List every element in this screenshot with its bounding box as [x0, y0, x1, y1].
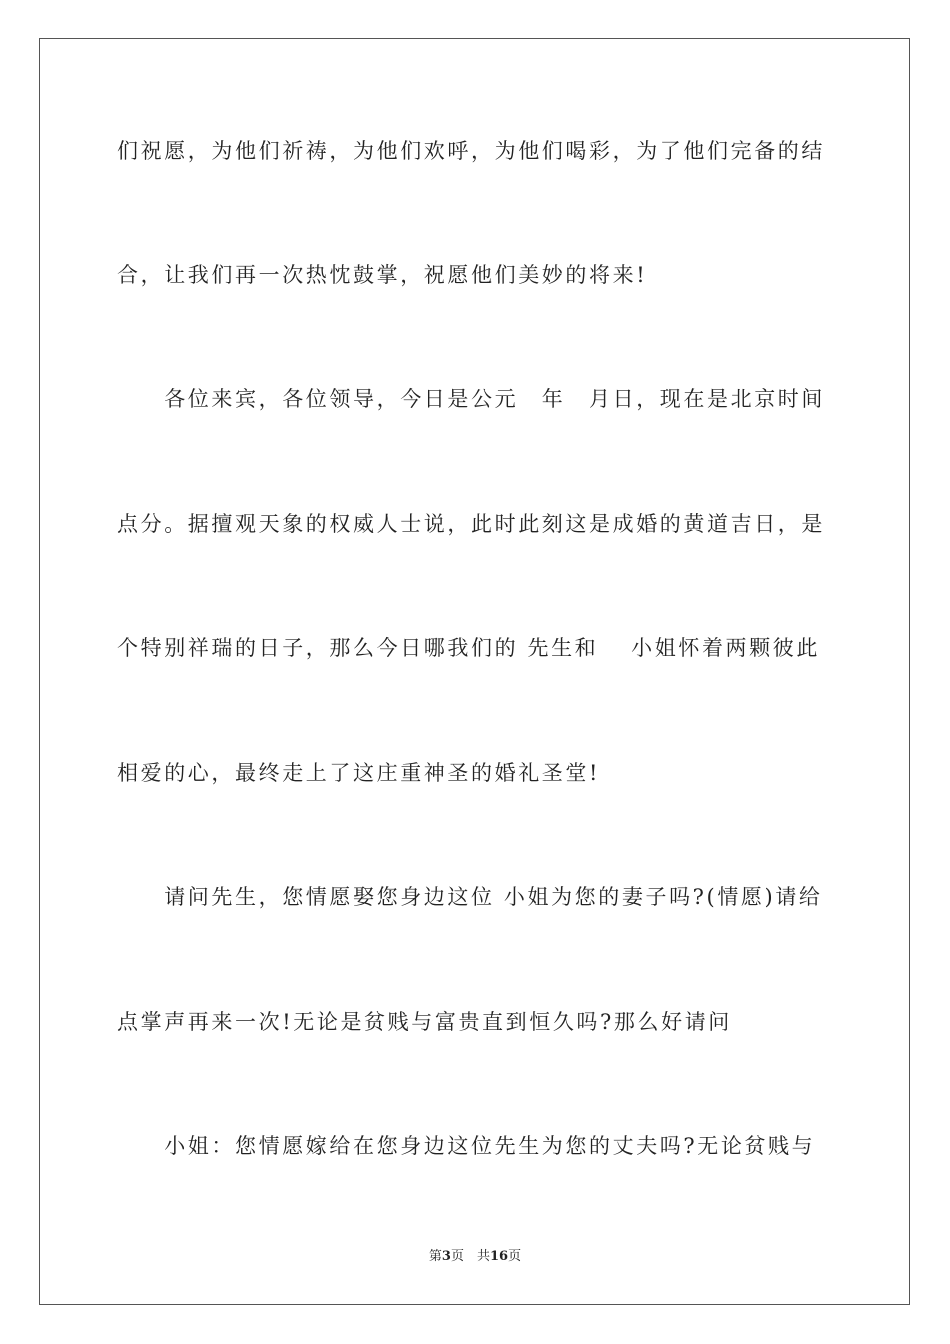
text-line-1: 们祝愿，为他们祈祷，为他们欢呼，为他们喝彩，为了他们完备的结 — [117, 139, 825, 163]
page-footer — [0, 1248, 950, 1266]
total-pages: 16 — [489, 1249, 509, 1264]
page-prefix: 第 — [428, 1249, 442, 1264]
text-line-4: 点分。据擅观天象的权威人士说，此时此刻这是成婚的黄道吉日，是 — [117, 512, 825, 536]
text-line-9: 小姐：您情愿嫁给在您身边这位先生为您的丈夫吗?无论贫贱与 — [117, 1134, 816, 1158]
text-line-8: 点掌声再来一次!无论是贫贱与富贵直到恒久吗?那么好请问 — [117, 1010, 732, 1034]
page-suffix: 页 — [450, 1249, 477, 1264]
total-prefix: 共 — [476, 1249, 490, 1264]
text-line-3: 各位来宾，各位领导，今日是公元 年 月日，现在是北京时间 — [117, 387, 825, 411]
text-line-6: 相爱的心，最终走上了这庄重神圣的婚礼圣堂! — [117, 761, 601, 785]
total-suffix: 页 — [508, 1249, 522, 1264]
text-line-7: 请问先生，您情愿娶您身边这位 小姐为您的妻子吗?(情愿)请给 — [117, 885, 823, 909]
text-line-2: 合，让我们再一次热忱鼓掌，祝愿他们美妙的将来! — [117, 263, 648, 287]
page-number: 3 — [441, 1249, 451, 1264]
page-border — [39, 38, 910, 1305]
text-line-5: 个特别祥瑞的日子，那么今日哪我们的 先生和 小姐怀着两颗彼此 — [117, 636, 820, 660]
